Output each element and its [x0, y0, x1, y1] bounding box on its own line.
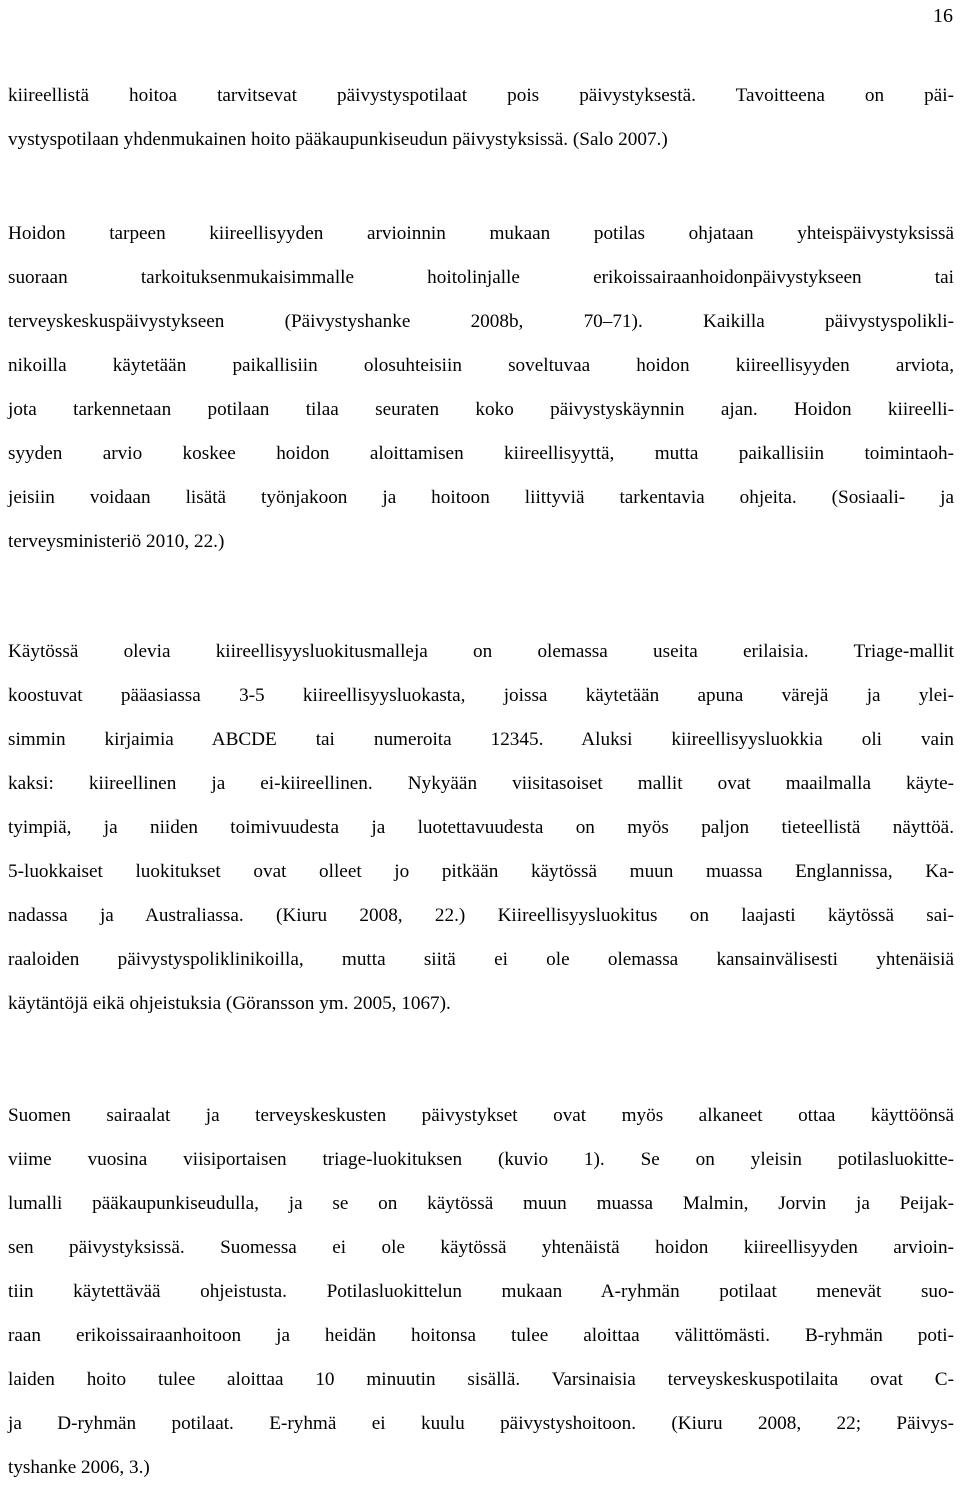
text-line: tyshanke 2006, 3.) — [8, 1457, 150, 1478]
text-line: tiin käytettävää ohjeistusta. Potilasluokittelun mukaan A-ryhmän potilaat menevät suo- — [8, 1281, 954, 1302]
paragraph-2 — [8, 212, 954, 564]
text-line: raan erikoissairaanhoitoon ja heidän hoitonsa tulee aloittaa välittömästi. B-ryhmän poti- — [8, 1325, 954, 1346]
paragraph-1 — [8, 74, 954, 162]
text-line: nikoilla käytetään paikallisiin olosuhteisiin soveltuvaa hoidon kiireellisyyden arviota, — [8, 355, 954, 376]
text-line: koostuvat pääasiassa 3-5 kiireellisyysluokasta, joissa käytetään apuna värejä ja ylei- — [8, 685, 954, 706]
text-line: simmin kirjaimia ABCDE tai numeroita 12345. Aluksi kiireellisyysluokkia oli vain — [8, 729, 954, 750]
text-line: lumalli pääkaupunkiseudulla, ja se on käytössä muun muassa Malmin, Jorvin ja Peijak- — [8, 1193, 954, 1214]
text-line: raaloiden päivystyspoliklinikoilla, mutta siitä ei ole olemassa kansainvälisesti yhtenäisiä — [8, 949, 954, 970]
text-line: ja D-ryhmän potilaat. E-ryhmä ei kuulu päivystyshoitoon. (Kiuru 2008, 22; Päivys- — [8, 1413, 954, 1434]
text-line: syyden arvio koskee hoidon aloittamisen kiireellisyyttä, mutta paikallisiin toimintaoh- — [8, 443, 954, 464]
paragraph-3 — [8, 630, 954, 1026]
text-line: Hoidon tarpeen kiireellisyyden arvioinnin mukaan potilas ohjataan yhteispäivystyksissä — [8, 223, 954, 244]
text-line: kiireellistä hoitoa tarvitsevat päivystyspotilaat pois päivystyksestä. Tavoitteena on päi- — [8, 85, 954, 106]
text-line: nadassa ja Australiassa. (Kiuru 2008, 22.) Kiireellisyysluokitus on laajasti käytössä sai- — [8, 905, 954, 926]
text-line: terveyskeskuspäivystykseen (Päivystyshanke 2008b, 70–71). Kaikilla päivystyspolikli- — [8, 311, 954, 332]
text-line: kaksi: kiireellinen ja ei-kiireellinen. Nykyään viisitasoiset mallit ovat maailmalla käyte- — [8, 773, 954, 794]
text-line: sen päivystyksissä. Suomessa ei ole käytössä yhtenäistä hoidon kiireellisyyden arvioin- — [8, 1237, 954, 1258]
paragraph-4 — [8, 1094, 954, 1490]
text-line: Käytössä olevia kiireellisyysluokitusmalleja on olemassa useita erilaisia. Triage-mallit — [8, 641, 954, 662]
text-line: käytäntöjä eikä ohjeistuksia (Göransson ym. 2005, 1067). — [8, 993, 451, 1014]
text-line: jota tarkennetaan potilaan tilaa seuraten koko päivystyskäynnin ajan. Hoidon kiireelli- — [8, 399, 954, 420]
text-line: jeisiin voidaan lisätä työnjakoon ja hoitoon liittyviä tarkentavia ohjeita. (Sosiaali- ja — [8, 487, 954, 508]
text-line: 5-luokkaiset luokitukset ovat olleet jo pitkään käytössä muun muassa Englannissa, Ka- — [8, 861, 954, 882]
text-line: vystyspotilaan yhdenmukainen hoito pääkaupunkiseudun päivystyksissä. (Salo 2007.) — [8, 129, 668, 150]
text-line: suoraan tarkoituksenmukaisimmalle hoitolinjalle erikoissairaanhoidonpäivystykseen tai — [8, 267, 954, 288]
text-line: tyimpiä, ja niiden toimivuudesta ja luotettavuudesta on myös paljon tieteellistä näyttöä. — [8, 817, 954, 838]
text-line: terveysministeriö 2010, 22.) — [8, 531, 225, 552]
text-line: viime vuosina viisiportaisen triage-luokituksen (kuvio 1). Se on yleisin potilasluokitte- — [8, 1149, 954, 1170]
page-number: 16 — [933, 5, 953, 27]
text-line: Suomen sairaalat ja terveyskeskusten päivystykset ovat myös alkaneet ottaa käyttöönsä — [8, 1105, 954, 1126]
text-line: laiden hoito tulee aloittaa 10 minuutin sisällä. Varsinaisia terveyskeskuspotilaita ovat C- — [8, 1369, 954, 1390]
